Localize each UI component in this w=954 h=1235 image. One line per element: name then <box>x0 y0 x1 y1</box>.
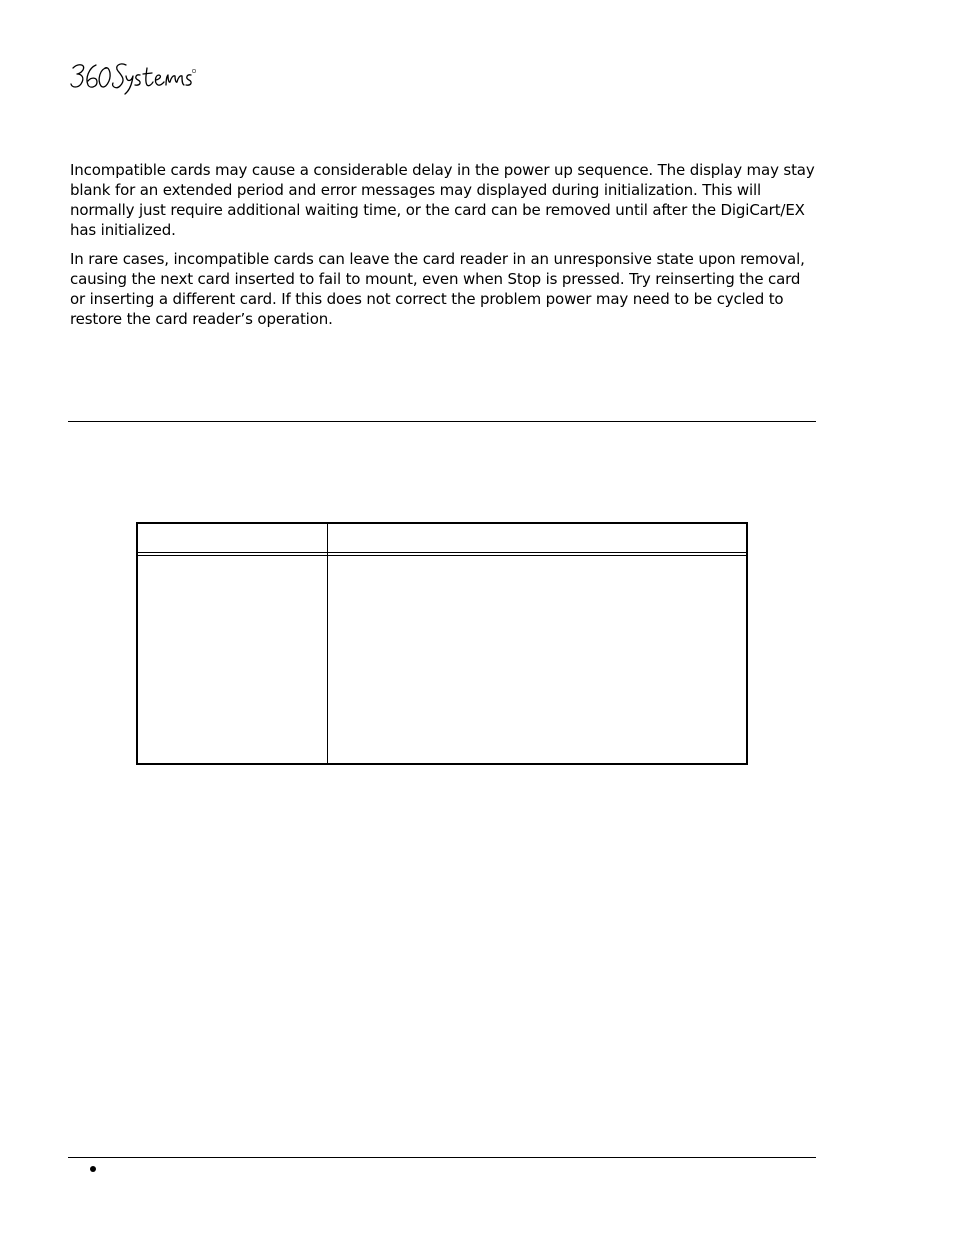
paragraph-card-reader-unresponsive: In rare cases, incompatible cards can leave the card reader in an unresponsive state upon removal, causing the next card inserted to fail to mount, even when Stop is pressed. Try reinserting the card or inserting a different card. If this does not correct the problem power may need to be cycled to restore the card reader’s operation. <box>70 250 805 328</box>
section-divider <box>68 421 816 422</box>
company-logo-icon <box>70 56 198 96</box>
table-header-separator <box>138 552 746 556</box>
empty-table <box>136 522 748 765</box>
table-column-separator <box>327 524 328 763</box>
bullet-icon <box>90 1166 96 1172</box>
footer-divider <box>68 1157 816 1158</box>
paragraph-incompatible-cards-delay: Incompatible cards may cause a considerable delay in the power up sequence. The display may stay blank for an extended period and error messages may displayed during initialization. This will normally just require additional waiting time, or the card can be removed until after the DigiCart/EX has initialized. <box>70 161 815 239</box>
